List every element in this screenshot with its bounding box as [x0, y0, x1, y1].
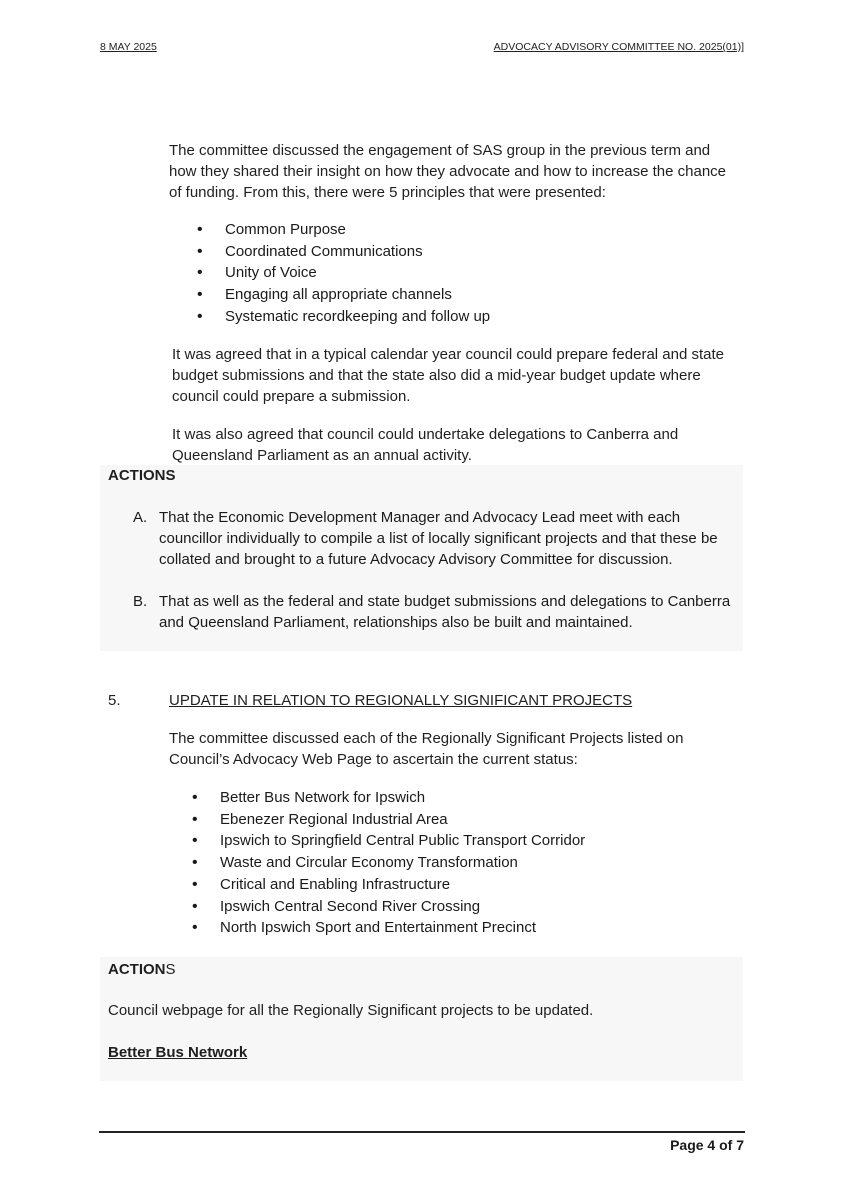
- actions-list: [133, 507, 733, 633]
- list-item: • Coordinated Communications: [197, 241, 717, 263]
- list-item: • North Ipswich Sport and Entertainment Precinct: [192, 917, 732, 939]
- action-item-b: [133, 591, 733, 633]
- list-item: • Ebenezer Regional Industrial Area: [192, 809, 732, 831]
- actions-heading: [108, 959, 176, 980]
- action-text: That as well as the federal and state budget submissions and delegations to Canberra and Queensland Parliament, relationships also be built and maintained.: [159, 593, 731, 631]
- actions-heading: ACTIONS: [108, 467, 176, 484]
- header-committee-title: ADVOCACY ADVISORY COMMITTEE NO. 2025(01)]: [493, 41, 744, 53]
- principles-list: [197, 219, 717, 328]
- list-item: • Engaging all appropriate channels: [197, 284, 717, 306]
- list-item: • Critical and Enabling Infrastructure: [192, 874, 732, 896]
- better-bus-subheading: Better Bus Network: [108, 1044, 248, 1061]
- section-title: UPDATE IN RELATION TO REGIONALLY SIGNIFICANT PROJECTS: [169, 692, 633, 709]
- list-item: • Waste and Circular Economy Transformation: [192, 852, 732, 874]
- list-item: • Unity of Voice: [197, 262, 717, 284]
- action-text: That the Economic Development Manager and Advocacy Lead meet with each councillor individually to compile a list of locally significant projects and that these be collated and brought to a future Advocacy Advisory Committee for discussion.: [159, 509, 718, 568]
- list-item: • Better Bus Network for Ipswich: [192, 787, 732, 809]
- section-number: 5.: [108, 692, 121, 709]
- budget-paragraph: It was agreed that in a typical calendar year council could prepare federal and state budget submissions and that the state also did a mid-year budget update where council could prepare a submission.: [172, 346, 724, 405]
- page-number: Page 4 of 7: [670, 1137, 744, 1153]
- delegations-paragraph: It was also agreed that council could undertake delegations to Canberra and Queensland Parliament as an annual activity.: [172, 426, 679, 464]
- actions-heading-bold: ACTION: [108, 961, 166, 978]
- list-item: • Ipswich Central Second River Crossing: [192, 896, 732, 918]
- action-marker: B.: [133, 593, 148, 610]
- projects-intro-paragraph: The committee discussed each of the Regionally Significant Projects listed on Council’s Advocacy Web Page to ascertain the current status:: [169, 730, 684, 768]
- list-item: • Common Purpose: [197, 219, 717, 241]
- header-date: 8 MAY 2025: [100, 41, 157, 53]
- action-item-a: [133, 507, 733, 570]
- webpage-action-text: Council webpage for all the Regionally Significant projects to be updated.: [108, 1002, 594, 1019]
- projects-list: [192, 787, 732, 939]
- actions-heading-tail: S: [165, 961, 176, 978]
- footer-rule: [99, 1131, 745, 1133]
- sas-intro-paragraph: The committee discussed the engagement of SAS group in the previous term and how they shared their insight on how they advocate and how to increase the chance of funding. From this, there were 5 principles that were presented:: [169, 142, 727, 201]
- action-marker: A.: [133, 509, 148, 526]
- list-item: • Ipswich to Springfield Central Public Transport Corridor: [192, 830, 732, 852]
- list-item: • Systematic recordkeeping and follow up: [197, 306, 717, 328]
